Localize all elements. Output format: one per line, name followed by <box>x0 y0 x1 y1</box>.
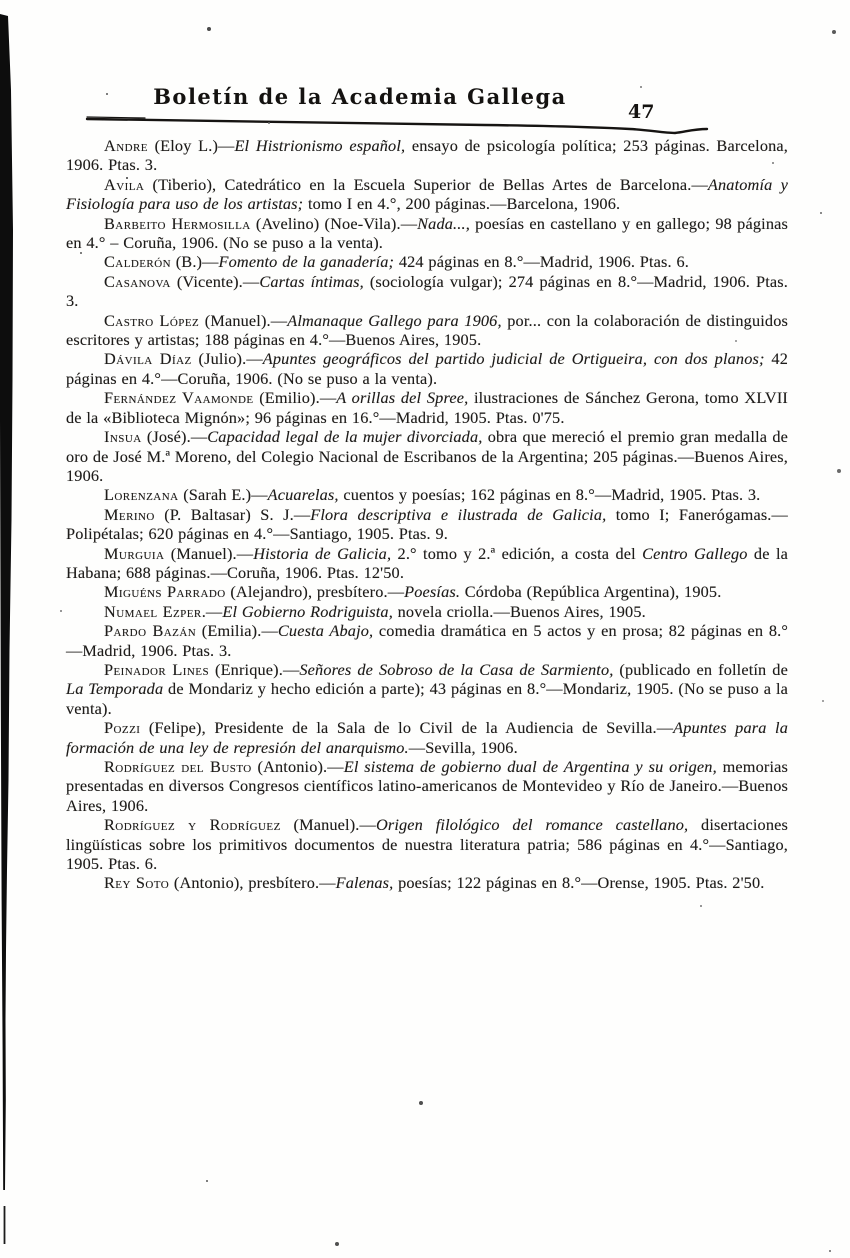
bibliography-entry <box>66 349 788 388</box>
entry-title: Poesías. <box>404 582 461 602</box>
entry-author: Murguia <box>104 543 165 563</box>
entry-author: Avila <box>104 174 145 194</box>
entry-text: ensayo de psicología política; 253 páginas. Barcelona, 1906. Ptas. 3. <box>66 136 788 175</box>
entry-text: de la Habana; 688 páginas.—Coruña, 1906. Ptas. 12'50. <box>66 543 788 582</box>
entry-text: 424 páginas en 8.°—Madrid, 1906. Ptas. 6. <box>394 252 689 272</box>
entry-text: (P. Baltasar) S. J.— <box>154 504 311 524</box>
bibliography-entry <box>66 388 788 427</box>
entry-author: Casanova <box>104 271 171 291</box>
entry-text: (Enrique).— <box>209 659 300 679</box>
entry-title: A orillas del Spree, <box>336 388 469 408</box>
bibliography-entry <box>66 311 788 350</box>
entry-title: La Temporada <box>66 679 164 699</box>
entry-title: Nada..., <box>417 213 470 233</box>
entry-text: (Vicente).— <box>170 271 260 291</box>
bibliography-entry <box>66 815 788 873</box>
entry-title: Anatomía y Fisiología para uso de los artistas; <box>66 174 789 214</box>
entry-title: Apuntes para la formación de una ley de represión del anarquismo. <box>66 718 789 757</box>
entry-author: Miguéns Parrado <box>104 582 226 602</box>
entry-text: tomo I en 4.°, 200 páginas.—Barcelona, 1906. <box>303 194 621 214</box>
entry-author: Numael Ezper <box>104 601 202 621</box>
entry-text: de Mondariz y hecho edición a parte); 43 páginas en 8.°—Mondariz, 1905. (No se puso a la venta). <box>66 679 788 718</box>
entry-text: (publicado en folletín de <box>613 659 788 679</box>
scan-noise <box>0 0 2 2</box>
entry-text: (Eloy L.)— <box>147 136 235 155</box>
bibliography-entry <box>66 136 788 175</box>
bibliography-entry <box>66 660 788 718</box>
entry-text: (Manuel).— <box>164 543 254 563</box>
entry-text: (José).— <box>141 427 208 447</box>
entry-title: Acuarelas, <box>267 485 339 505</box>
entry-author: Calderón <box>104 252 172 272</box>
bibliography-entry <box>66 175 788 214</box>
entry-text: por... con la colaboración de distinguidos escritores y artistas; 188 páginas en 4.°—Buenos Aires, 1905. <box>66 310 788 350</box>
entry-text: (Manuel).— <box>199 310 288 330</box>
bibliography-entry <box>66 602 788 621</box>
entry-title: Señores de Sobroso de la Casa de Sarmiento, <box>299 659 614 679</box>
entry-title: Capacidad legal de la mujer divorciada, <box>207 427 483 447</box>
bibliography-entry <box>66 544 788 583</box>
entry-text: (Avelino) (Noe-Vila).— <box>250 213 418 233</box>
entry-title: Origen filológico del romance castellano, <box>375 815 689 835</box>
entry-text: (Felipe), Presidente de la Sala de lo Civil de la Audiencia de Sevilla.— <box>140 718 674 738</box>
entry-text: (Manuel).— <box>280 815 376 835</box>
entry-text: .— <box>201 601 223 621</box>
page-title: Boletín de la Academia Gallega <box>153 84 567 109</box>
scan-spine-artifact <box>0 0 20 1258</box>
entry-author: Pardo Bazán <box>104 621 197 641</box>
entry-title: Almanaque Gallego para 1906, <box>287 310 502 330</box>
entry-author: Castro López <box>104 310 200 330</box>
bibliography <box>66 136 788 893</box>
entry-text: memorias presentadas en diversos Congresos científicos latino-americanos de Montevideo y Río de Janeiro.—Buenos Aires, 1906. <box>66 757 788 815</box>
entry-title: El sistema de gobierno dual de Argentina y su origen, <box>343 757 717 776</box>
entry-title: El Gobierno Rodriguista, <box>222 601 393 621</box>
entry-title: Falenas, <box>335 873 394 893</box>
entry-author: Barbeito Hermosilla <box>104 213 251 233</box>
bibliography-entry <box>66 214 788 253</box>
entry-text: poesías; 122 páginas en 8.°—Orense, 1905. Ptas. 2'50. <box>393 873 765 893</box>
bibliography-entry <box>66 485 788 504</box>
entry-author: Rodríguez del Busto <box>104 757 252 776</box>
entry-text: —Sevilla, 1906. <box>408 737 518 757</box>
header-rule <box>85 112 713 136</box>
bibliography-entry <box>66 272 788 311</box>
entry-author: Rodríguez y Rodríguez <box>104 815 281 835</box>
entry-text: 2.° tomo y 2.ª edición, a costa del <box>391 543 643 563</box>
entry-text: ilustraciones de Sánchez Gerona, tomo XLVII de la «Biblioteca Mignón»; 96 páginas en 16.°—Madrid, 1905. Ptas. 0'75. <box>66 388 788 427</box>
entry-text: (Antonio), presbítero.— <box>169 873 336 893</box>
bibliography-entry <box>66 873 788 892</box>
entry-text: (Emilio).— <box>253 388 337 408</box>
entry-author: Merino <box>104 504 155 524</box>
entry-author: Andre <box>104 136 148 155</box>
bibliography-entry <box>66 427 788 485</box>
entry-text: novela criolla.—Buenos Aires, 1905. <box>392 601 646 621</box>
entry-title: Cuesta Abajo, <box>277 621 374 641</box>
entry-title: Apuntes geográficos del partido judicial de Ortigueira, con dos planos; <box>262 349 765 369</box>
entry-text: tomo I; Fanerógamas.—Polipétalas; 620 páginas en 4.°—Santiago, 1905. Ptas. 9. <box>66 504 788 544</box>
entry-text: (Sarah E.)— <box>178 485 268 505</box>
entry-title: El Histrionismo español, <box>234 136 406 155</box>
entry-text: 42 páginas en 4.°—Coruña, 1906. (No se puso a la venta). <box>66 349 788 388</box>
entry-author: Pozzi <box>104 718 141 738</box>
page-number: 47 <box>628 101 655 123</box>
entry-title: Flora descriptiva e ilustrada de Galicia, <box>310 504 607 524</box>
entry-title: Centro Gallego <box>642 543 748 563</box>
entry-text: (B.)— <box>171 252 219 272</box>
entry-author: Insua <box>104 427 142 447</box>
entry-text: disertaciones lingüísticas sobre los primitivos documentos de nuestra literatura patria; 586 páginas en 4.°—Santiago, 1905. Ptas. 6. <box>66 815 788 874</box>
bibliography-entry <box>66 621 788 660</box>
entry-text: poesías en castellano y en gallego; 98 páginas en 4.° – Coruña, 1906. (No se puso a la venta). <box>66 213 788 253</box>
entry-text: (Julio).— <box>191 349 263 369</box>
bibliography-entry <box>66 252 788 271</box>
entry-author: Rey Soto <box>104 873 170 893</box>
entry-text: Córdoba (República Argentina), 1905. <box>460 582 722 602</box>
entry-text: (Tiberio), Catedrático en la Escuela Superior de Bellas Artes de Barcelona.— <box>144 174 708 194</box>
entry-author: Dávila Díaz <box>104 349 192 369</box>
bibliography-entry <box>66 505 788 544</box>
entry-text: obra que mereció el premio gran medalla de oro de José M.ª Moreno, del Colegio Nacional de Escribanos de la Argentina; 205 páginas.—Buenos Aires, 1906. <box>66 427 789 485</box>
entry-title: Cartas íntimas, <box>259 271 364 291</box>
entry-author: Lorenzana <box>104 485 179 505</box>
entry-author: Peinador Lines <box>104 659 210 679</box>
entry-text: (Antonio).— <box>251 757 344 776</box>
entry-text: (Alejandro), presbítero.— <box>225 582 405 602</box>
bibliography-entry <box>66 718 788 757</box>
entry-author: Fernández Vaamonde <box>104 388 254 408</box>
bibliography-entry <box>66 582 788 601</box>
entry-text: comedia dramática en 5 actos y en prosa; 82 páginas en 8.°—Madrid, 1906. Ptas. 3. <box>66 621 789 660</box>
entry-title: Historia de Galicia, <box>253 543 392 563</box>
entry-text: cuentos y poesías; 162 páginas en 8.°—Madrid, 1905. Ptas. 3. <box>338 485 761 505</box>
entry-text: (Emilia).— <box>196 621 278 641</box>
entry-title: Fomento de la ganadería; <box>218 252 395 272</box>
bibliography-entry <box>66 757 788 815</box>
entry-text: (sociología vulgar); 274 páginas en 8.°—Madrid, 1906. Ptas. 3. <box>66 271 788 311</box>
